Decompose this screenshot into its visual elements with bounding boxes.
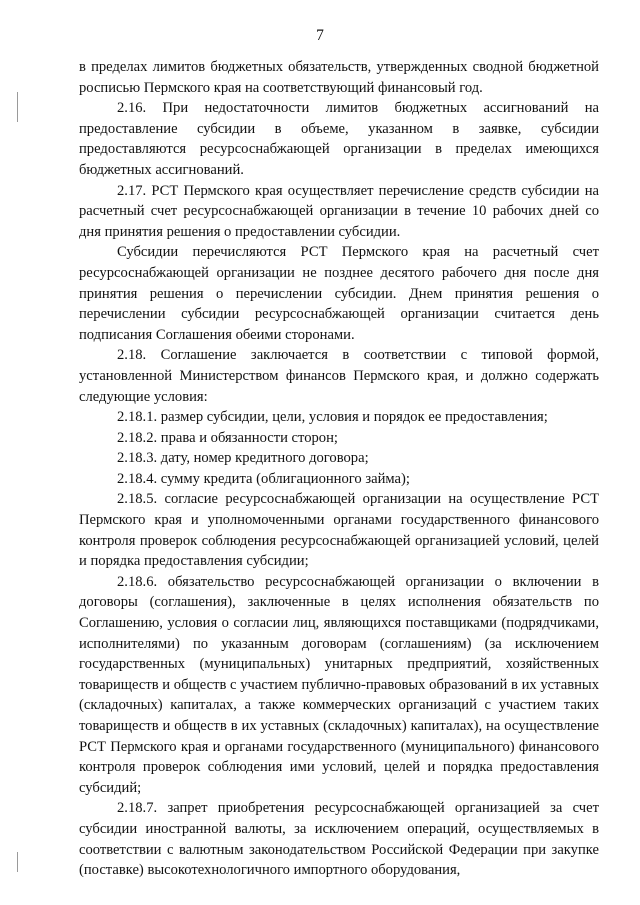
scan-edge-mark-bottom	[17, 852, 18, 872]
paragraph-continuation: в пределах лимитов бюджетных обязательств, утвержденных сводной бюджетной росписью Пермского края на соответствующий финансовый год.	[79, 59, 599, 96]
paragraph-2-18-3: 2.18.3. дату, номер кредитного договора;	[117, 450, 369, 467]
paragraph-2-18-5: 2.18.5. согласие ресурсоснабжающей организации на осуществление РСТ Пермского края и уполномоченными органами государственного финансового контроля проверок соблюдения ресурсоснабжающей организацией условий, целей и порядка предоставления субсидии;	[79, 491, 599, 570]
paragraph-2-18-2: 2.18.2. права и обязанности сторон;	[117, 429, 338, 446]
paragraph-2-16: 2.16. При недостаточности лимитов бюджетных ассигнований на предоставление субсидии в объеме, указанном в заявке, субсидии предоставляются ресурсоснабжающей организации в пределах имеющихся бюджетных ассигнований.	[79, 100, 599, 178]
paragraph-2-18-1: 2.18.1. размер субсидии, цели, условия и порядок ее предоставления;	[117, 409, 548, 426]
scan-edge-mark-top	[17, 92, 18, 122]
paragraph-subsidy-transfer: Субсидии перечисляются РСТ Пермского края на расчетный счет ресурсоснабжающей организации не позднее десятого рабочего дня после дня принятия решения о перечислении субсидии. Днем принятия решения о перечислении субсидии ресурсоснабжающей организации считается день подписания Соглашения обеими сторонами.	[79, 244, 599, 343]
page-number: 7	[316, 27, 324, 44]
paragraph-2-18-6: 2.18.6. обязательство ресурсоснабжающей организации о включении в договоры (соглашения), заключенные в целях исполнения обязательств по Соглашению, условия о согласии лиц, являющихся поставщиками (подрядчиками, исполнителями) по указанным договорам (соглашениям) (за исключением государственных (муниципальных) унитарных предприятий, хозяйственных товариществ и обществ с участием публично-правовых образований в их уставных (складочных) капиталах, а также коммерческих организаций с участием таких товариществ и обществ в их уставных (складочных) капиталах), на осуществление РСТ Пермского края и органами государственного (муниципального) финансового контроля проверок соблюдения ими условий, целей и порядка предоставления субсидий;	[79, 573, 599, 796]
document-body	[79, 57, 599, 881]
paragraph-2-18-4: 2.18.4. сумму кредита (облигационного займа);	[117, 470, 410, 487]
paragraph-2-17: 2.17. РСТ Пермского края осуществляет перечисление средств субсидии на расчетный счет ресурсоснабжающей организации в течение 10 рабочих дней со дня принятия решения о предоставлении субсидии.	[79, 182, 599, 240]
paragraph-2-18-7: 2.18.7. запрет приобретения ресурсоснабжающей организацией за счет субсидии иностранной валюты, за исключением операций, осуществляемых в соответствии с валютным законодательством Российской Федерации при закупке (поставке) высокотехнологичного импортного оборудования,	[79, 800, 599, 879]
paragraph-2-18: 2.18. Соглашение заключается в соответствии с типовой формой, установленной Министерством финансов Пермского края, и должно содержать следующие условия:	[79, 347, 599, 405]
